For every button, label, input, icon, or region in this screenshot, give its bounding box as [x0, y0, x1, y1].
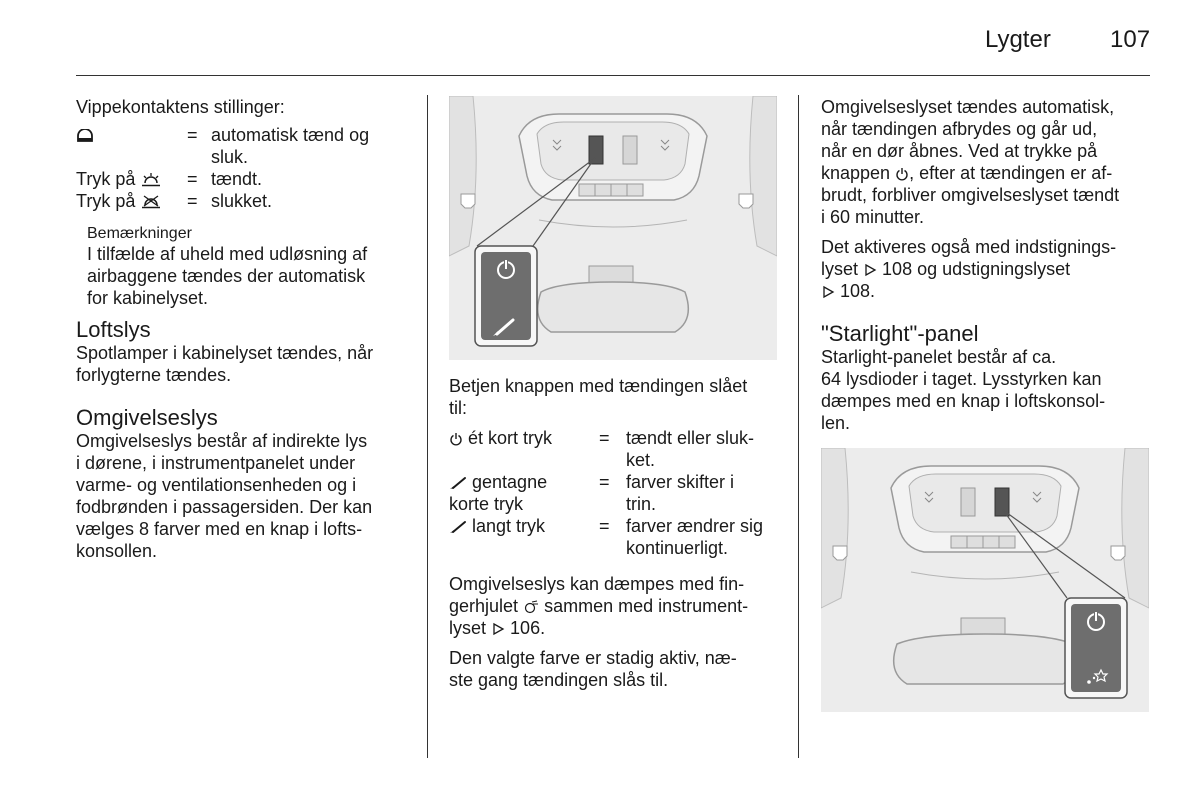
- page-reference-icon: [491, 622, 505, 636]
- column-1: [76, 96, 411, 562]
- starlight-text: Starlight-panelet består af ca. 64 lysdioder i taget. Lysstyrken kan dæmpes med en knap i loftskonsol- len.: [821, 347, 1106, 433]
- light-off-icon: [140, 195, 162, 209]
- column-2: [449, 96, 779, 691]
- operation-value: tændt eller sluk- ket.: [626, 428, 755, 470]
- operation-value: farver skifter i trin.: [626, 472, 735, 514]
- equals-sign: =: [187, 191, 198, 211]
- column-divider-right: [798, 95, 799, 758]
- power-icon: [895, 167, 909, 181]
- roof-console-illustration-ambient: [449, 96, 777, 360]
- note-box: [76, 224, 411, 309]
- page-number: 107: [1110, 26, 1151, 53]
- section-heading-loftslys: Loftslys: [76, 317, 151, 342]
- section-heading-starlight: "Starlight"-panel: [821, 321, 979, 346]
- operation-table: [449, 427, 779, 559]
- equals-sign: =: [599, 472, 610, 492]
- note-title: Bemærkninger: [87, 225, 192, 242]
- note-text: I tilfælde af uheld med udløsning af airbaggene tændes der automatisk for kabinelyset.: [87, 244, 368, 308]
- column-3: [821, 96, 1153, 712]
- loftslys-text: Spotlamper i kabinelyset tændes, når forlygterne tændes.: [76, 343, 374, 385]
- operation-label: langt tryk: [449, 515, 599, 559]
- entry-light-text: Det aktiveres også med indstignings- lyset 108 og udstigningslyset 108.: [821, 237, 1117, 301]
- light-on-icon: [140, 173, 162, 187]
- switch-label: Tryk på: [76, 190, 187, 212]
- switch-positions-table: [76, 124, 411, 212]
- thumbwheel-icon: [523, 600, 539, 614]
- operation-label: gentagne korte tryk: [449, 472, 548, 514]
- switch-value: slukket.: [211, 191, 273, 211]
- auto-light-icon: [76, 124, 187, 168]
- auto-ambient-text: Omgivelseslyset tændes automatisk, når tændingen afbrydes og går ud, når en dør åbnes. Ved at trykke på knappen , efter at tændingen er af- brudt, forbliver omgivelseslyset tændt i 60 minutter.: [821, 97, 1120, 227]
- header-title: Lygter: [985, 26, 1051, 53]
- switch-label: Tryk på: [76, 168, 187, 190]
- equals-sign: =: [599, 428, 610, 448]
- header-rule: [76, 75, 1150, 76]
- switch-value: automatisk tænd og sluk.: [211, 125, 370, 167]
- switch-value: tændt.: [211, 169, 263, 189]
- operation-label: ét kort tryk: [449, 427, 599, 471]
- operation-value: farver ændrer sig kontinuerligt.: [626, 516, 764, 558]
- equals-sign: =: [187, 125, 198, 145]
- omgivelseslys-text: Omgivelseslys består af indirekte lys i dørene, i instrumentpanelet under varme- og ventilationsenheden og i fodbrønden i passagersiden. Der kan vælges 8 farver med en knap i lofts- konsollen.: [76, 431, 373, 561]
- roof-console-illustration-starlight: [821, 448, 1149, 712]
- equals-sign: =: [187, 169, 198, 189]
- page-reference-icon: [863, 263, 877, 277]
- operate-intro: Betjen knappen med tændingen slået til:: [449, 376, 748, 418]
- equals-sign: =: [599, 516, 610, 536]
- power-icon: [449, 432, 463, 446]
- column-divider-left: [427, 95, 428, 758]
- switch-intro: Vippekontaktens stillinger:: [76, 97, 285, 117]
- page-reference-icon: [821, 285, 835, 299]
- brush-icon: [449, 520, 467, 534]
- dimming-text: Omgivelseslys kan dæmpes med fin- gerhjulet sammen med instrument- lyset 106.: [449, 574, 749, 638]
- section-heading-omgivelseslys: Omgivelseslys: [76, 405, 218, 430]
- brush-icon: [449, 476, 467, 490]
- color-memory-text: Den valgte farve er stadig aktiv, næ- ste gang tændingen slås til.: [449, 648, 737, 690]
